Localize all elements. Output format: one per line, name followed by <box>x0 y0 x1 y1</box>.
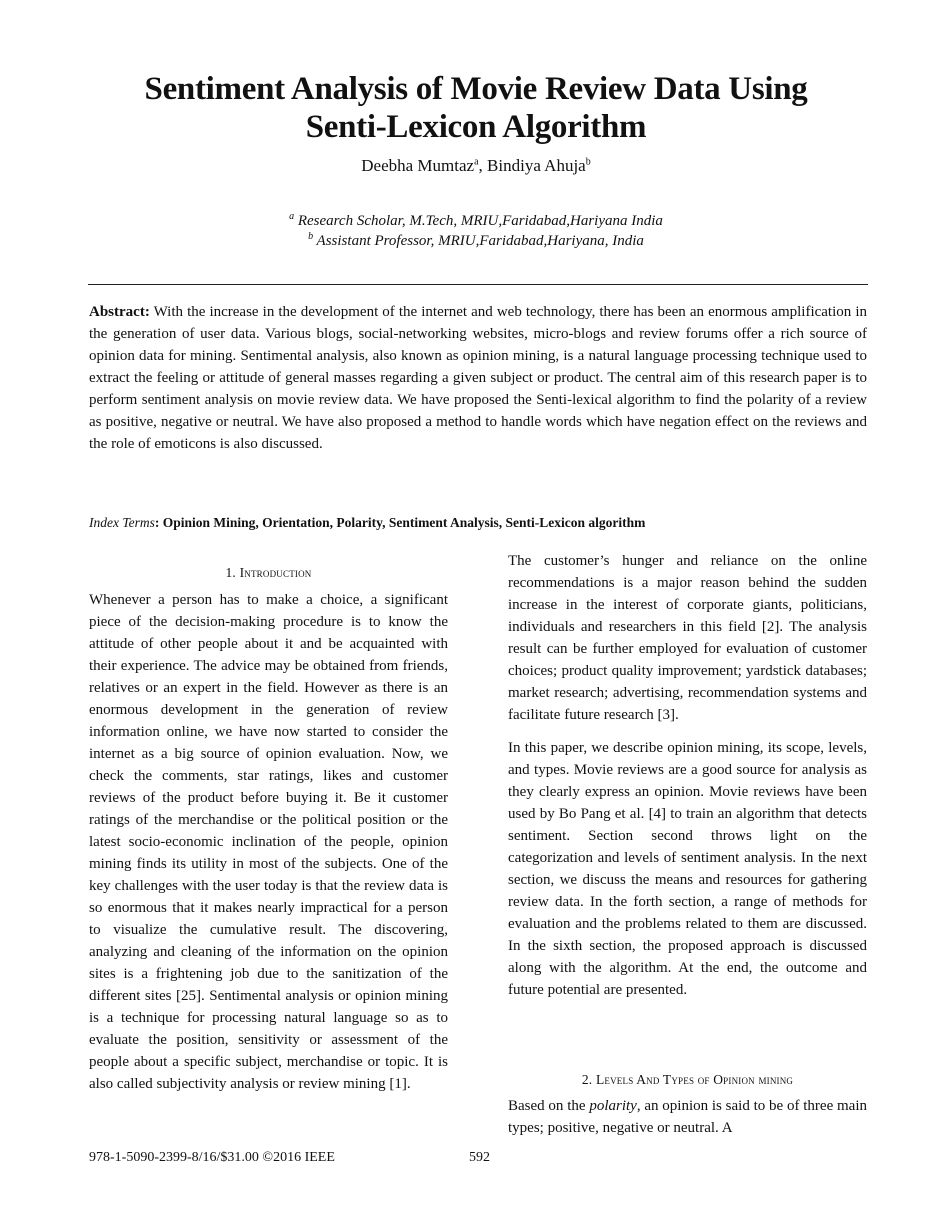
index-terms-colon: : <box>154 515 163 530</box>
page-number: 592 <box>469 1150 490 1165</box>
polarity-emphasis: polarity <box>589 1098 637 1114</box>
section-heading-introduction <box>89 565 448 581</box>
author-name: Deebha Mumtaz <box>361 156 475 175</box>
abstract-label: Abstract: <box>89 304 150 320</box>
section-number: 1. <box>225 565 240 580</box>
abstract-text: With the increase in the development of the internet and web technology, there has been an enormous amplification in the generation of user data. Various blogs, social-networking websites, micro-blogs and review forums offer a rich source of opinion data for mining. Sentimental analysis, also known as opinion mining, is a natural language processing technique used to extract the feeling or attitude of general masses regarding a given subject or product. The central aim of this research paper is to perform sentiment analysis on movie review data. We have proposed the Senti-lexical algorithm to find the polarity of a review as positive, negative or neutral. We have also proposed a method to handle words which have negation effect on the reviews and the role of emoticons is also discussed. <box>89 304 867 452</box>
section-heading-levels-types <box>508 1072 867 1088</box>
section-number: 2. <box>581 1072 596 1087</box>
section2-text <box>508 1095 867 1139</box>
author-separator: , <box>478 156 488 175</box>
copyright-notice: 978-1-5090-2399-8/16/$31.00 ©2016 IEEE <box>89 1150 335 1165</box>
right-paragraph-2: In this paper, we describe opinion mining, its scope, levels, and types. Movie reviews are a good source for analysis as they clearly express an opinion. Movie reviews have been used by Bo Pang et al. [4] to train an algorithm that detects sentiment. Section second throws light on the categorization and levels of sentiment analysis. In the next section, we discuss the means and resources for gathering review data. In the forth section, a range of methods for evaluation and the problems related to them are discussed. In the sixth section, the proposed approach is discussed along with the algorithm. At the end, the outcome and future potential are presented. <box>508 740 867 998</box>
section2-text-rest: , an opinion is said to be of three main types; positive, negative or neutral. A <box>508 1098 867 1136</box>
section2-paragraph <box>508 1095 867 1139</box>
header-divider <box>88 284 868 285</box>
intro-paragraph: Whenever a person has to make a choice, a significant piece of the decision-making procedure is to know the attitude of other people about it and be acquainted with their experience. The advice may be obtained from friends, relatives or an expert in the field. However as there is an enormous development in the generation of review information online, we have now started to consider the internet as a big source of opinion evaluation. Now, we check the comments, star ratings, likes and customer reviews of the product before buying it. Be it customer ratings of the merchandise or the political position or the latest socio-economic inclination of the people, opinion mining finds its utility in most of the subjects. One of the key challenges with the user today is that the review data is so enormous that it makes nearly impractical for a person to visualize the cumulative result. The discovering, analyzing and cleaning of the information on the opinion sites is a frightening job due to the sanitization of the different sites [25]. Sentimental analysis or opinion mining is a technique for processing natural language so as to evaluate the position, sensitivity or assessment of the people about a specific subject, merchandise or topic. It is also called subjectivity analysis or review mining [1]. <box>89 592 448 1092</box>
affiliation-text: Assistant Professor, MRIU,Faridabad,Hariyana, India <box>313 233 644 249</box>
affiliation-text: Research Scholar, M.Tech, MRIU,Faridabad,Hariyana India <box>294 213 663 229</box>
author-mark: a <box>474 156 479 168</box>
affiliation-mark: b <box>308 231 314 242</box>
right-paragraph-1: The customer’s hunger and reliance on the online recommendations is a major reason behind the sudden increase in the interest of corporate giants, politicians, individuals and researchers in this field [2]. The analysis result can be further employed for evaluation of customer choices; product quality improvement; yardstick databases; market research; advertising, recommendation systems and facilitate future research [3]. <box>508 553 867 723</box>
title-line-1: Sentiment Analysis of Movie Review Data Using <box>144 71 808 107</box>
author-mark: b <box>585 156 591 168</box>
title-line-2: Senti-Lexicon Algorithm <box>305 109 647 145</box>
authors <box>0 155 952 177</box>
affiliations <box>0 211 952 251</box>
section2-text-start: Based on the <box>508 1098 590 1114</box>
author-name: Bindiya Ahuja <box>487 156 586 175</box>
affiliation-a <box>0 211 952 231</box>
affiliation-mark: a <box>289 211 295 222</box>
right-column <box>508 550 867 1001</box>
affiliation-b <box>0 231 952 251</box>
paper-title <box>0 70 952 146</box>
section-title: Levels And Types of Opinion mining <box>595 1072 794 1087</box>
section-title: Introduction <box>239 565 312 580</box>
index-terms <box>89 514 867 532</box>
index-terms-values: Opinion Mining, Orientation, Polarity, Sentiment Analysis, Senti-Lexicon algorithm <box>162 515 646 530</box>
abstract <box>89 301 867 455</box>
left-column <box>89 589 448 1095</box>
index-terms-label: Index Terms <box>89 515 155 530</box>
